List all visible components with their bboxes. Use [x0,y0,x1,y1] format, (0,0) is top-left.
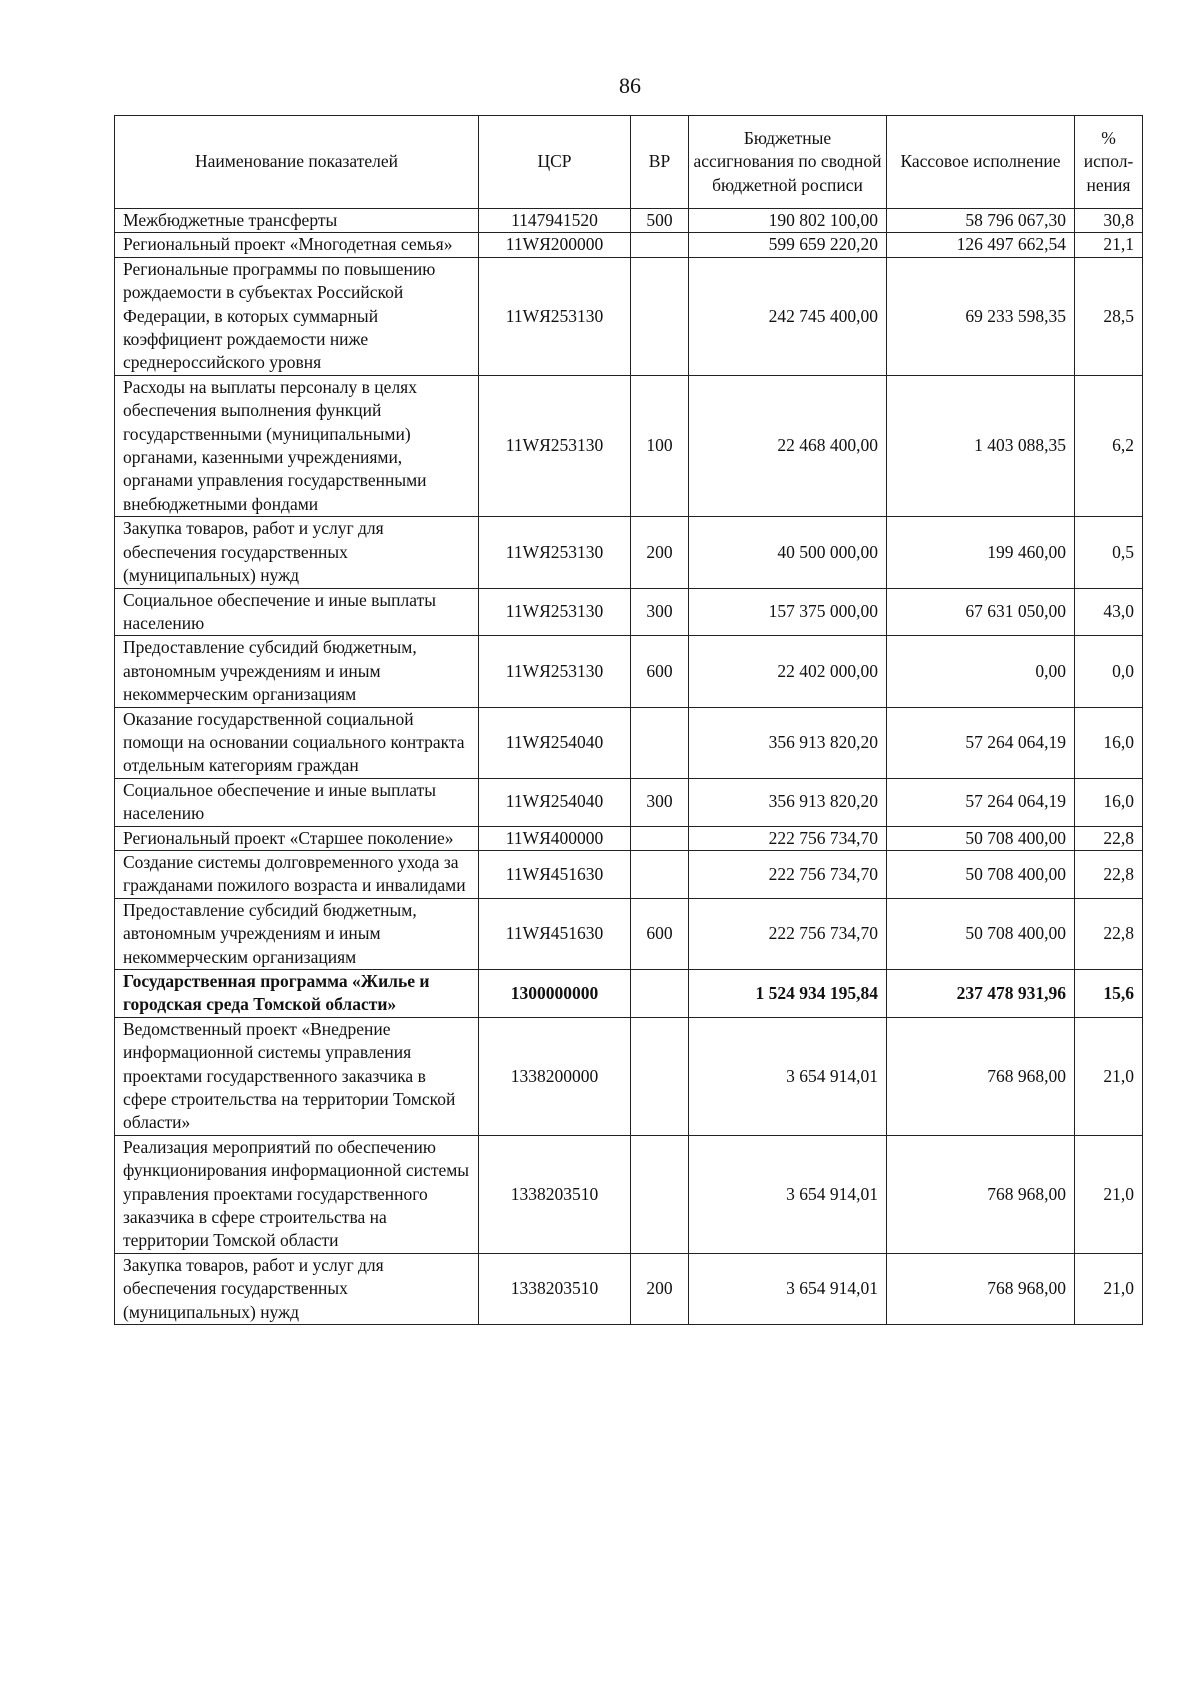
row-name: Расходы на выплаты персоналу в целях обеспечения выполнения функций государственными (муниципальными) органами, казенными учреждениями, органами управления государственными внебюджетными фондами [115,375,479,516]
row-csr: 11WЯ253130 [479,636,631,707]
row-allocations: 22 468 400,00 [689,375,887,516]
table-row [115,636,1143,707]
table-row [115,707,1143,778]
table-row [115,850,1143,898]
header-execution: Кассовое исполнение [887,116,1075,209]
row-allocations: 40 500 000,00 [689,517,887,588]
row-csr: 11WЯ253130 [479,588,631,636]
row-execution: 768 968,00 [887,1135,1075,1253]
table-row [115,778,1143,826]
row-percent: 16,0 [1075,778,1143,826]
row-execution: 58 796 067,30 [887,209,1075,233]
row-csr: 1338203510 [479,1135,631,1253]
row-percent: 22,8 [1075,898,1143,969]
row-name: Государственная программа «Жилье и городская среда Томской области» [115,970,479,1018]
row-allocations: 356 913 820,20 [689,778,887,826]
row-vr [631,233,689,257]
row-csr: 11WЯ451630 [479,898,631,969]
header-csr: ЦСР [479,116,631,209]
row-vr [631,826,689,850]
header-allocations: Бюджетные ассигнования по сводной бюджетной росписи [689,116,887,209]
row-allocations: 222 756 734,70 [689,850,887,898]
row-name: Социальное обеспечение и иные выплаты населению [115,588,479,636]
row-vr: 500 [631,209,689,233]
row-vr [631,1017,689,1135]
table-row [115,1135,1143,1253]
row-csr: 11WЯ451630 [479,850,631,898]
row-execution: 126 497 662,54 [887,233,1075,257]
row-percent: 15,6 [1075,970,1143,1018]
row-allocations: 222 756 734,70 [689,898,887,969]
table-row [115,209,1143,233]
table-row-program-total [115,970,1143,1018]
row-csr: 11WЯ253130 [479,517,631,588]
row-name: Создание системы долговременного ухода за гражданами пожилого возраста и инвалидами [115,850,479,898]
row-vr: 600 [631,898,689,969]
row-execution: 50 708 400,00 [887,826,1075,850]
row-name: Реализация мероприятий по обеспечению функционирования информационной системы управления проектами государственного заказчика в сфере строительства на территории Томской области [115,1135,479,1253]
row-percent: 30,8 [1075,209,1143,233]
header-percent: % испол- нения [1075,116,1143,209]
row-vr [631,707,689,778]
row-percent: 21,1 [1075,233,1143,257]
table-row [115,1017,1143,1135]
row-name: Региональные программы по повышению рождаемости в субъектах Российской Федерации, в которых суммарный коэффициент рождаемости ниже среднероссийского уровня [115,257,479,375]
row-allocations: 157 375 000,00 [689,588,887,636]
row-allocations: 22 402 000,00 [689,636,887,707]
row-percent: 22,8 [1075,826,1143,850]
row-execution: 69 233 598,35 [887,257,1075,375]
row-csr: 1147941520 [479,209,631,233]
row-percent: 21,0 [1075,1017,1143,1135]
row-vr: 600 [631,636,689,707]
row-execution: 50 708 400,00 [887,850,1075,898]
row-vr [631,1135,689,1253]
row-name: Межбюджетные трансферты [115,209,479,233]
table-row [115,257,1143,375]
row-percent: 0,0 [1075,636,1143,707]
row-csr: 1338203510 [479,1253,631,1324]
row-percent: 21,0 [1075,1135,1143,1253]
row-percent: 21,0 [1075,1253,1143,1324]
page-number: 86 [619,73,641,98]
row-percent: 6,2 [1075,375,1143,516]
row-allocations: 599 659 220,20 [689,233,887,257]
row-allocations: 3 654 914,01 [689,1017,887,1135]
row-execution: 57 264 064,19 [887,707,1075,778]
row-execution: 768 968,00 [887,1017,1075,1135]
row-execution: 57 264 064,19 [887,778,1075,826]
row-allocations: 356 913 820,20 [689,707,887,778]
table-row [115,233,1143,257]
row-csr: 11WЯ254040 [479,707,631,778]
row-percent: 43,0 [1075,588,1143,636]
row-percent: 16,0 [1075,707,1143,778]
row-vr [631,970,689,1018]
row-allocations: 190 802 100,00 [689,209,887,233]
row-percent: 22,8 [1075,850,1143,898]
row-allocations: 3 654 914,01 [689,1135,887,1253]
row-name: Закупка товаров, работ и услуг для обеспечения государственных (муниципальных) нужд [115,1253,479,1324]
table-row [115,826,1143,850]
row-name: Предоставление субсидий бюджетным, автономным учреждениям и иным некоммерческим организациям [115,898,479,969]
row-percent: 28,5 [1075,257,1143,375]
table-row [115,517,1143,588]
row-execution: 1 403 088,35 [887,375,1075,516]
row-csr: 1300000000 [479,970,631,1018]
row-csr: 1338200000 [479,1017,631,1135]
row-execution: 768 968,00 [887,1253,1075,1324]
row-csr: 11WЯ400000 [479,826,631,850]
row-csr: 11WЯ253130 [479,257,631,375]
row-name: Оказание государственной социальной помощи на основании социального контракта отдельным категориям граждан [115,707,479,778]
row-csr: 11WЯ200000 [479,233,631,257]
header-vr: ВР [631,116,689,209]
row-execution: 199 460,00 [887,517,1075,588]
row-name: Региональный проект «Многодетная семья» [115,233,479,257]
row-vr [631,850,689,898]
row-csr: 11WЯ253130 [479,375,631,516]
row-vr: 100 [631,375,689,516]
row-execution: 50 708 400,00 [887,898,1075,969]
row-allocations: 222 756 734,70 [689,826,887,850]
row-allocations: 3 654 914,01 [689,1253,887,1324]
row-name: Закупка товаров, работ и услуг для обеспечения государственных (муниципальных) нужд [115,517,479,588]
row-vr [631,257,689,375]
row-percent: 0,5 [1075,517,1143,588]
row-name: Предоставление субсидий бюджетным, автономным учреждениям и иным некоммерческим организациям [115,636,479,707]
table-row [115,898,1143,969]
budget-execution-table [114,115,1143,1325]
row-execution: 0,00 [887,636,1075,707]
row-allocations: 1 524 934 195,84 [689,970,887,1018]
row-execution: 237 478 931,96 [887,970,1075,1018]
row-csr: 11WЯ254040 [479,778,631,826]
row-name: Региональный проект «Старшее поколение» [115,826,479,850]
row-name: Социальное обеспечение и иные выплаты населению [115,778,479,826]
row-vr: 200 [631,517,689,588]
row-name: Ведомственный проект «Внедрение информационной системы управления проектами государственного заказчика в сфере строительства на территории Томской области» [115,1017,479,1135]
row-vr: 300 [631,588,689,636]
table-row [115,588,1143,636]
table-header-row [115,116,1143,209]
row-vr: 200 [631,1253,689,1324]
row-vr: 300 [631,778,689,826]
row-execution: 67 631 050,00 [887,588,1075,636]
table-row [115,375,1143,516]
row-allocations: 242 745 400,00 [689,257,887,375]
header-name: Наименование показателей [115,116,479,209]
table-row [115,1253,1143,1324]
